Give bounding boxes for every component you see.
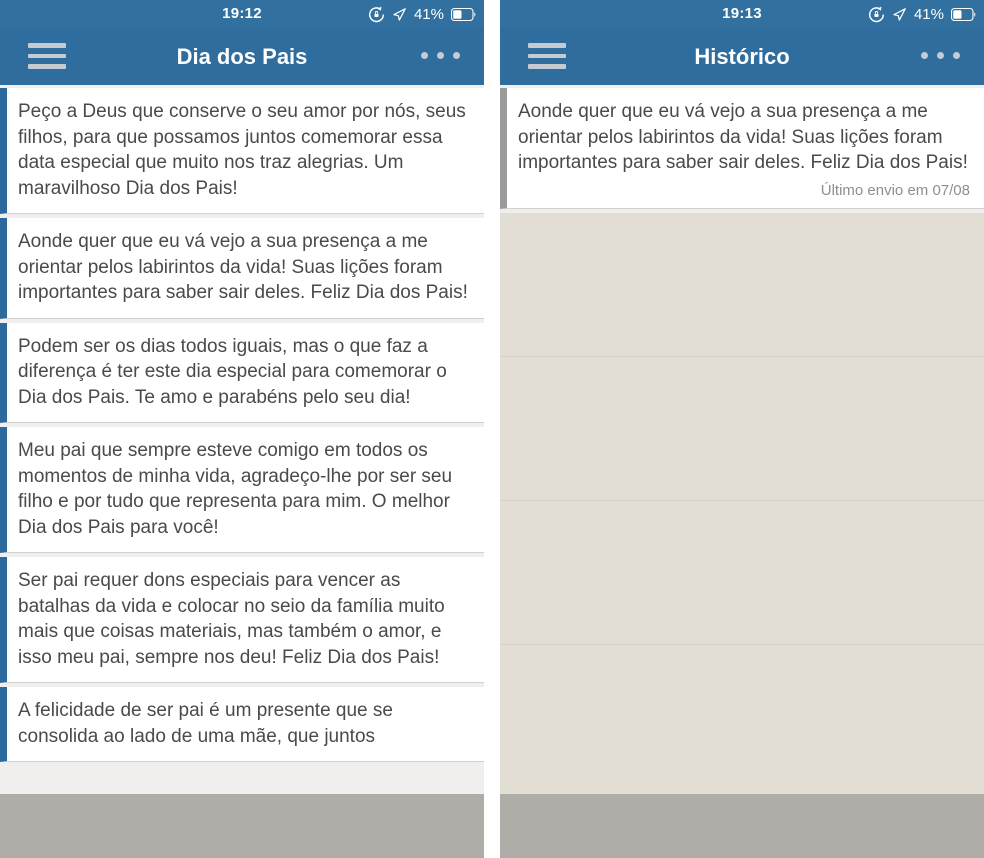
- menu-button[interactable]: [528, 42, 568, 70]
- message-card[interactable]: [0, 427, 484, 553]
- empty-row: [500, 501, 984, 645]
- history-card[interactable]: [500, 88, 984, 209]
- battery-icon: [951, 8, 977, 21]
- status-icons: [368, 0, 477, 28]
- nav-bar: [500, 28, 984, 85]
- message-card[interactable]: [0, 557, 484, 683]
- more-options-button[interactable]: [921, 48, 960, 63]
- empty-row: [500, 213, 984, 357]
- battery-icon: [451, 8, 477, 21]
- ad-banner[interactable]: [0, 794, 484, 858]
- message-text: Aonde quer que eu vá vejo a sua presença a me orientar pelos labirintos da vida! Suas lições foram importantes para saber sair deles. Feliz Dia dos Pais!: [518, 101, 968, 173]
- message-list: [0, 85, 484, 858]
- screen-dia-dos-pais: [0, 0, 484, 858]
- empty-history-area: [500, 213, 984, 858]
- location-arrow-icon: [392, 7, 407, 22]
- status-icons: [868, 0, 977, 28]
- message-card[interactable]: [0, 323, 484, 424]
- ad-banner[interactable]: [500, 794, 984, 858]
- hamburger-menu-icon: [28, 43, 68, 69]
- orientation-lock-icon: [368, 6, 385, 23]
- screen-historico: [500, 0, 984, 858]
- message-text: Aonde quer que eu vá vejo a sua presença a me orientar pelos labirintos da vida! Suas lições foram importantes para saber sair deles. Feliz Dia dos Pais!: [18, 231, 468, 303]
- location-arrow-icon: [892, 7, 907, 22]
- more-options-button[interactable]: [421, 48, 460, 63]
- status-time: 19:13: [722, 5, 762, 22]
- page-title: Histórico: [694, 43, 790, 69]
- message-text: A felicidade de ser pai é um presente que se consolida ao lado de uma mãe, que juntos: [18, 700, 393, 747]
- empty-row: [500, 357, 984, 501]
- nav-bar: [0, 28, 484, 85]
- message-card[interactable]: [0, 218, 484, 319]
- ellipsis-icon: [421, 52, 460, 59]
- message-text: Ser pai requer dons especiais para vencer as batalhas da vida e colocar no seio da família muito mais que coisas materiais, mas também o amor, e isso meu pai, sempre nos deu! Feliz Dia dos Pais!: [18, 570, 445, 668]
- battery-percent: 41%: [913, 5, 944, 23]
- message-card[interactable]: [0, 687, 484, 762]
- hamburger-menu-icon: [528, 43, 568, 69]
- message-text: Podem ser os dias todos iguais, mas o que faz a diferença é ter este dia especial para comemorar o Dia dos Pais. Te amo e parabéns pelo seu dia!: [18, 335, 447, 408]
- battery-percent: 41%: [413, 5, 444, 23]
- menu-button[interactable]: [28, 42, 68, 70]
- message-card[interactable]: [0, 88, 484, 214]
- page-title: Dia dos Pais: [176, 43, 308, 69]
- status-time: 19:12: [222, 5, 262, 22]
- last-sent-label: Último envio em 07/08: [820, 181, 970, 199]
- orientation-lock-icon: [868, 6, 885, 23]
- message-text: Meu pai que sempre esteve comigo em todos os momentos de minha vida, agradeço-lhe por ser seu filho e por tudo que representa para mim. O melhor Dia dos Pais para você!: [18, 440, 453, 538]
- message-text: Peço a Deus que conserve o seu amor por nós, seus filhos, para que possamos juntos comemorar essa data especial que muito nos traz alegrias. Um maravilhoso Dia dos Pais!: [18, 101, 466, 199]
- status-bar: [0, 0, 484, 28]
- history-list: [500, 85, 984, 858]
- status-bar: [500, 0, 984, 28]
- ellipsis-icon: [921, 52, 960, 59]
